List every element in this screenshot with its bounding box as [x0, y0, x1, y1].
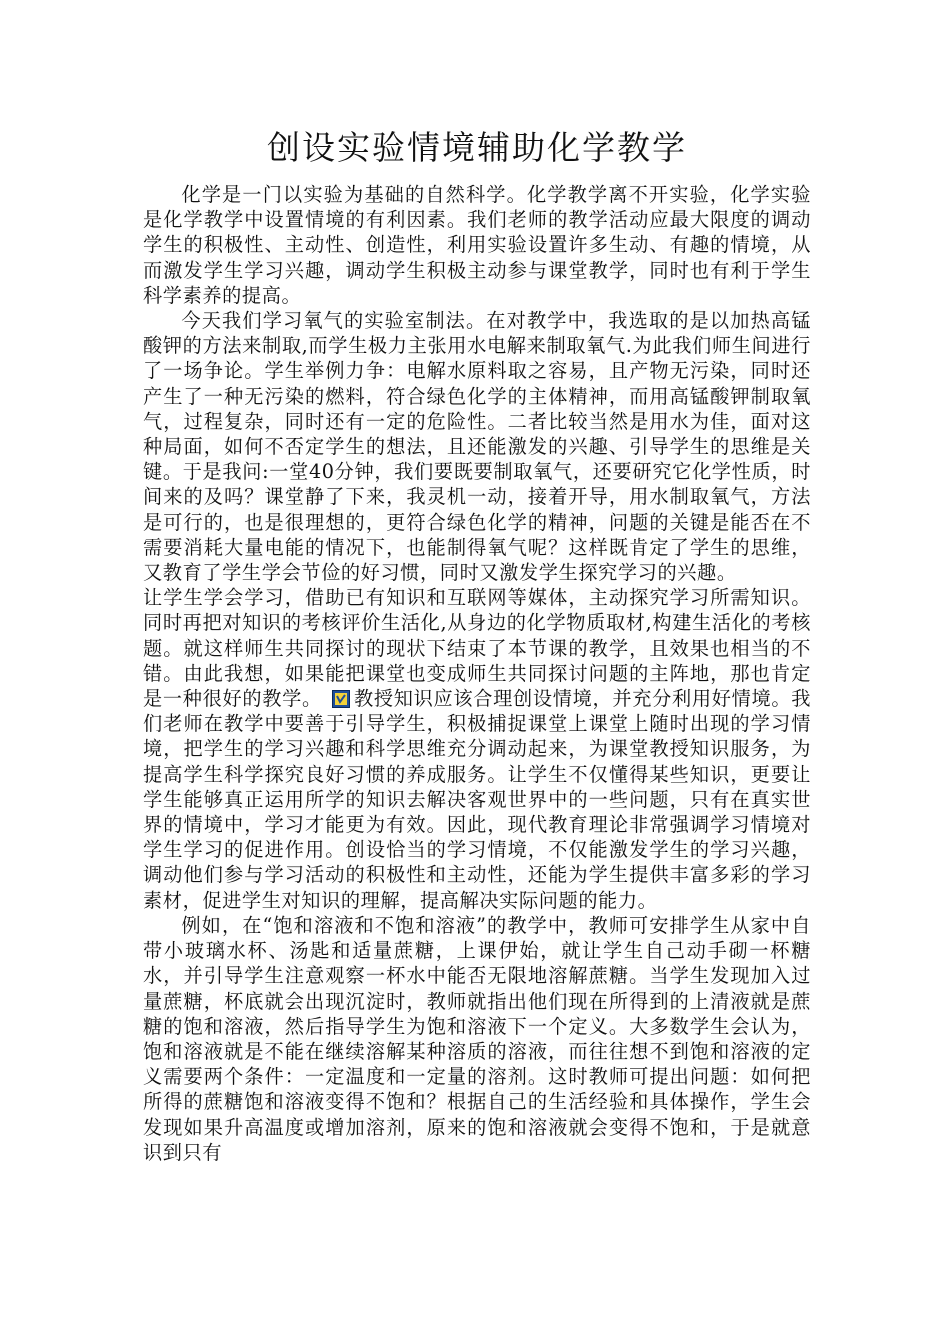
- paragraph-learning-text: 让学生学会学习，借助已有知识和互联网等媒体，主动探究学习所需知识。同时再把对知识的考核评价生活化,从身边的化学物质取材,构建生活化的考核题。就这样师生共同探讨的现状下结束了本节课的教学，且效果也相当的不错。由此我想，如果能把课堂也变成师生共同探讨问题的主阵地，那也肯定是一种很好的教学。: [143, 586, 811, 711]
- document-page: [143, 122, 811, 1165]
- document-title: 创设实验情境辅助化学教学: [267, 128, 687, 167]
- paragraph-oxygen-lab: 今天我们学习氧气的实验室制法。在对教学中，我选取的是以加热高锰酸钾的方法来制取,而学生极力主张用水电解来制取氧气.为此我们师生间进行了一场争论。学生举例力争：电解水原料取之容易，且产物无污染，同时还产生了一种无污染的燃料，符合绿色化学的主体精神，而用高锰酸钾制取氧气，过程复杂，同时还有一定的危险性。二者比较当然是用水为佳，面对这种局面，如何不否定学生的想法，且还能激发的兴趣、引导学生的思维是关键。于是我问:一堂40分钟，我们要既要制取氧气，还要研究它化学性质，时间来的及吗？课堂静了下来，我灵机一动，接着开导，用水制取氧气，方法是可行的，也是很理想的，更符合绿色化学的精神，问题的关键是能否在不需要消耗大量电能的情况下，也能制得氧气呢？这样既肯定了学生的思维，又教育了学生学会节俭的好习惯，同时又激发学生探究学习的兴趣。: [143, 309, 811, 585]
- embedded-image-icon: [332, 689, 350, 707]
- paragraph-saturated-solution: 例如，在“饱和溶液和不饱和溶液”的教学中，教师可安排学生从家中自带小玻璃水杯、汤匙和适量蔗糖，上课伊始，就让学生自己动手砌一杯糖水，并引导学生注意观察一杯水中能否无限地溶解蔗糖。当学生发现加入过量蔗糖，杯底就会出现沉淀时，教师就指出他们现在所得到的上清液就是蔗糖的饱和溶液，然后指导学生为饱和溶液下一个定义。大多数学生会认为，饱和溶液就是不能在继续溶解某种溶质的溶液，而往往想不到饱和溶液的定义需要两个条件：一定温度和一定量的溶剂。这时教师可提出问题：如何把所得的蔗糖饱和溶液变得不饱和？根据自己的生活经验和具体操作，学生会发现如果升高温度或增加溶剂，原来的饱和溶液就会变得不饱和，于是就意识到只有: [143, 913, 811, 1164]
- paragraph-intro: 化学是一门以实验为基础的自然科学。化学教学离不开实验，化学实验是化学教学中设置情境的有利因素。我们老师的教学活动应最大限度的调动学生的积极性、主动性、创造性，利用实验设置许多生动、有趣的情境，从而激发学生学习兴趣，调动学生积极主动参与课堂教学，同时也有利于学生科学素养的提高。: [143, 183, 811, 307]
- paragraph-situation-text: 教授知识应该合理创设情境，并充分利用好情境。我们老师在教学中要善于引导学生，积极捕捉课堂上课堂上随时出现的学习情境，把学生的学习兴趣和科学思维充分调动起来，为课堂教授知识服务，为提高学生科学探究良好习惯的养成服务。让学生不仅懂得某些知识，更要让学生能够真正运用所学的知识去解决客观世界中的一些问题，只有在真实世界的情境中，学习才能更为有效。因此，现代教育理论非常强调学习情境对学生学习的促进作用。创设恰当的学习情境，不仅能激发学生的学习兴趣，调动他们参与学习活动的积极性和主动性，还能为学生提供丰富多彩的学习素材，促进学生对知识的理解，提高解决实际问题的能力。: [143, 687, 811, 912]
- paragraph-learning: [143, 585, 811, 913]
